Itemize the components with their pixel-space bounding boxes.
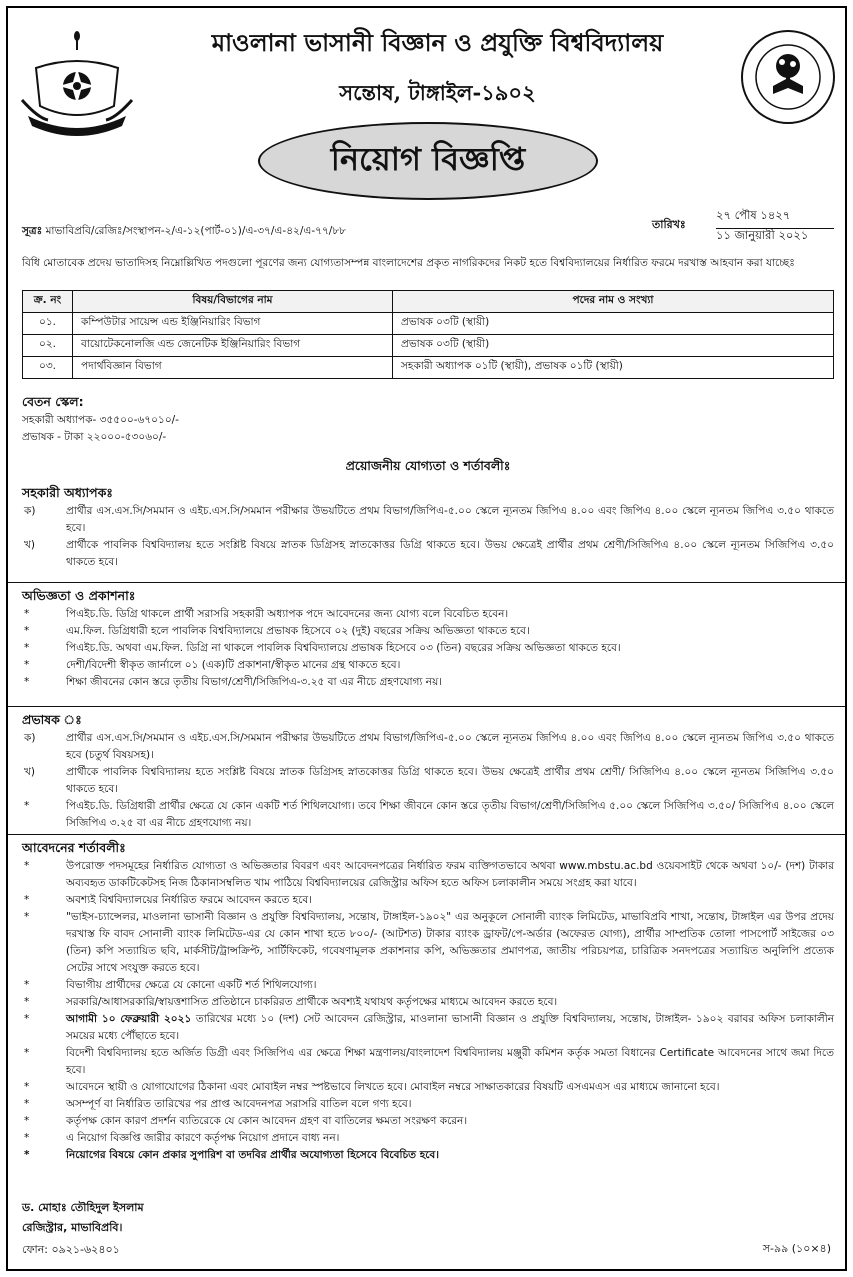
university-name: মাওলানা ভাসানী বিজ্ঞান ও প্রযুক্তি বিশ্ববিদ্যালয় [211,28,664,57]
table-header-row [23,291,834,313]
list-item [22,1045,834,1079]
signatory-name: ড. মোহাঃ তৌহিদুল ইসলাম [22,1201,144,1214]
list-item [22,1096,834,1113]
date-label: তারিখঃ [652,218,686,231]
list-item [22,674,834,691]
item-marker: * [24,625,30,637]
row-post: প্রভাষক ০৩টি (স্থায়ী) [393,335,834,357]
pay-scale-section [22,392,834,446]
posts-table [22,290,834,379]
item-marker: * [24,860,30,872]
list-item [22,606,834,623]
item-marker: * [24,1013,30,1025]
row-post: প্রভাষক ০৩টি (স্থায়ী) [393,313,834,335]
date-bangla: ২৭ পৌষ ১৪২৭ [716,207,834,229]
table-row [23,357,834,379]
list-item [22,798,834,832]
list-item [22,640,834,657]
item-text: পিএইচ.ডি. অথবা এম.ফিল. ডিগ্রি না থাকলে পাবলিক বিশ্ববিদ্যালয়ে প্রভাষক হিসেবে ০৩ (তিন) বছরের সক্রিয় অভিজ্ঞতা থাকতে হবে। [66,642,621,654]
university-address: সন্তোষ, টাঙ্গাইল-১৯০২ [339,80,536,105]
list-item [22,994,834,1011]
item-text: "ভাইস-চ্যান্সেলর, মাওলানা ভাসানী বিজ্ঞান ও প্রযুক্তি বিশ্ববিদ্যালয়, সন্তোষ, টাঙ্গাইল-১৯০২" এর অনুকূলে সোনালী ব্যাংক লিমিটেড, মাভাবিপ্রবি শাখা, সন্তোষ, টাঙ্গাইল এর উপর প্রদেয় দরখাস্ত ফি বাবদ সোনালী ব্যাংক লিমিটেড-এর যে কোন শাখা হতে ৮০০/- (আটশত) টাকার ব্যাংক ড্রাফট/পে-অর্ডার (অফেরত যোগ্য), প্রার্থীর সাম্প্রতিক তোলা পাসপোর্ট সাইজের ০৩ (তিন) কপি সত্যায়িত ছবি, মার্কসীট/ট্রান্সক্রিপ্ট, সার্টিফিকেট, গবেষণামূলক প্রকাশনার কপি, অভিজ্ঞতার প্রমাণপত্র, জাতীয় পরিচয়পত্র, চারিত্রিক সনদপত্রের সত্যায়িত অনুলিপি প্রত্যেক সেটের সাথে সংযুক্ত করতে হবে। [66,911,834,974]
item-text: আবেদনে স্থায়ী ও যোগাযোগের ঠিকানা এবং মোবাইল নম্বর স্পষ্টভাবে লিখতে হবে। মোবাইল নম্বরে সাক্ষাতকারের বিষয়টি এসএমএস এর মাধ্যমে জানানো হবে। [66,1081,720,1093]
item-marker: * [24,911,30,923]
row-serial: ০১. [23,313,73,335]
item-text: পিএইচ.ডি. ডিগ্রি থাকলে প্রার্থী সরাসরি সহকারী অধ্যাপক পদে আবেদনের জন্য যোগ্য বলে বিবেচিত হবেন। [66,608,509,620]
pay-scale-heading: বেতন স্কেল: [22,394,84,409]
signatory-phone: ফোন: ০৯২১-৬২৪০১ [22,1243,120,1256]
item-marker: * [24,1047,30,1059]
item-marker: * [24,676,30,688]
item-text: কর্তৃপক্ষ কোন কারণ প্রদর্শন ব্যতিরেকে যে কোন আবেদন গ্রহণ বা বাতিলের ক্ষমতা সংরক্ষণ করেন। [66,1115,468,1127]
list-item [22,909,834,977]
item-marker: * [24,894,30,906]
list-item [22,892,834,909]
reference-number: মাভাবিপ্রবি/রেজিঃ/সংস্থাপন-২/এ-১২(পার্ট-০১)/এ-৩৭/এ-৪২/এ-৭৭/৮৮ [45,225,346,237]
col-post: পদের নাম ও সংখ্যা [393,291,834,313]
reference-label: সূত্রঃ [22,225,43,237]
item-marker: খ) [24,766,35,778]
intro-paragraph: বিধি মোতাবেক প্রদেয় ভাতাদিসহ নিম্নোল্লিখিত পদগুলো পূরণের জন্য যোগ্যতাসম্পন্ন বাংলাদেশের প্রকৃত নাগরিকদের নিকট হতে বিশ্ববিদ্যালয়ের নির্ধারিত ফরমে দরখাস্ত আহবান করা যাচ্ছেঃ [22,257,795,269]
row-post: সহকারী অধ্যাপক ০১টি (স্থায়ী), প্রভাষক ০১টি (স্থায়ী) [393,357,834,379]
item-marker: * [24,979,30,991]
list-item [22,503,834,537]
item-text: প্রার্থীকে পাবলিক বিশ্ববিদ্যালয় হতে সংশ্লিষ্ট বিষয়ে স্নাতক ডিগ্রিসহ স্নাতকোত্তর ডিগ্রি থাকতে হবে। উভয় ক্ষেত্রেই প্রার্থীর প্রথম শ্রেণী/ সিজিপিএ ৪.০০ স্কেলে ন্যূনতম সিজিপিএ ৩.৫০ থাকতে হবে। [66,766,834,795]
row-serial: ০৩. [23,357,73,379]
section-heading: অভিজ্ঞতা ও প্রকাশনাঃ [22,588,136,603]
item-marker: * [24,659,30,671]
list-item [22,730,834,764]
table-row [23,335,834,357]
item-text: এ নিয়োগ বিজ্ঞপ্তি জারীর কারণে কর্তৃপক্ষ নিয়োগ প্রদানে বাধ্য নন। [66,1132,340,1144]
list-item [22,764,834,798]
item-text: দেশী/বিদেশী স্বীকৃত জার্নালে ০১ (এক)টি প্রকাশনা/স্বীকৃত মানের গ্রন্থ থাকতে হবে। [66,659,401,671]
university-logo [18,28,136,140]
item-text: অবশ্যই বিশ্ববিদ্যালয়ের নির্ধারিত ফরমে আবেদন করতে হবে। [66,894,312,906]
row-department: বায়োটেকনোলজি এন্ড জেনেটিক ইঞ্জিনিয়ারিং বিভাগ [73,335,393,357]
experience-section [22,586,834,691]
divider [8,582,845,583]
list-item [22,1079,834,1096]
item-marker: * [24,1081,30,1093]
item-text: তারিখের মধ্যে ১০ (দশ) সেট আবেদন রেজিস্ট্রার, মাওলানা ভাসানী বিজ্ঞান ও প্রযুক্তি বিশ্ববিদ্যালয়, সন্তোষ, টাঙ্গাইল- ১৯০২ বরাবর অফিস চলাকালীন সময়ের মধ্যে পৌঁছাতে হবে। [66,1013,835,1042]
section-heading: প্রভাষক ঃ [22,712,82,727]
list-item [22,858,834,892]
item-marker: * [24,1149,30,1161]
item-marker: * [24,642,30,654]
government-seal [735,28,841,126]
assistant-professor-section [22,483,834,571]
item-text: নিয়োগের বিষয়ে কোন প্রকার সুপারিশ বা তদবির প্রার্থীর অযোগ্যতা হিসেবে বিবেচিত হবে। [66,1149,440,1161]
pay-scale-line: প্রভাষক - টাকা ২২০০০-৫৩০৬০/- [22,431,167,443]
item-text: অসম্পূর্ণ বা নির্ধারিত তারিখের পর প্রাপ্ত আবেদনপত্র সরাসরি বাতিল বলে গণ্য হবে। [66,1098,412,1110]
notice-code: স-৯৯ (১০×৪) [762,1242,831,1255]
pay-scale-line: সহকারী অধ্যাপক- ৩৫৫০০-৬৭০১০/- [22,414,179,426]
list-item [22,537,834,571]
item-text: এম.ফিল. ডিগ্রিধারী হলে পাবলিক বিশ্ববিদ্যালয়ে প্রভাষক হিসেবে ০২ (দুই) বছরের সক্রিয় অভিজ্ঞতা থাকতে হবে। [66,625,530,637]
signatory-designation: রেজিস্ট্রার, মাভাবিপ্রবি। [22,1221,123,1234]
section-heading: আবেদনের শর্তাবলীঃ [22,840,126,855]
list-item [22,977,834,994]
item-marker: * [24,1098,30,1110]
requirements-heading: প্রয়োজনীয় যোগ্যতা ও শর্তাবলীঃ [345,458,511,473]
item-text: বিভাগীয় প্রার্থীদের ক্ষেত্রে যে কোনো একটি শর্ত শিথিলযোগ্য। [66,979,317,991]
item-marker: * [24,608,30,620]
list-item [22,1113,834,1130]
item-marker: * [24,800,30,812]
divider [8,834,845,835]
notice-title-banner [258,122,598,200]
item-text: প্রার্থীর এস.এস.সি/সমমান ও এইচ.এস.সি/সমমান পরীক্ষার উভয়টিতে প্রথম বিভাগ/জিপিএ-৫.০০ স্কেলে ন্যূনতম জিপিএ ৪.০০ এবং জিপিএ ৪.০০ স্কেলে ন্যূনতম জিপিএ ৩.৫০ থাকতে হবে। [66,505,834,534]
list-item [22,623,834,640]
item-text: বিদেশী বিশ্ববিদ্যালয় হতে অর্জিত ডিগ্রী এবং সিজিপিএ এর ক্ষেত্রে শিক্ষা মন্ত্রণালয়/বাংলাদেশ বিশ্ববিদ্যালয় মঞ্জুরী কমিশন কর্তৃক সমতা বিধানের Certificate আবেদনের সাথে জমা দিতে হবে। [66,1047,834,1076]
item-text: সরকারি/আধাসরকারি/স্বায়ত্তশাসিত প্রতিষ্ঠানে চাকরিরত প্রার্থীকে অবশ্যই যথাযথ কর্তৃপক্ষের মাধ্যমে আবেদন করতে হবে। [66,996,558,1008]
col-serial: ক্র. নং [23,291,73,313]
reference-line [22,224,346,241]
item-marker: * [24,1115,30,1127]
item-marker: খ) [24,539,35,551]
item-text: উপরোক্ত পদসমূহের নির্ধারিত যোগ্যতা ও অভিজ্ঞতার বিবরণ এবং আবেদনপত্রের নির্ধারিত ফরম ব্যক্তিগতভাবে অথবা www.mbstu.ac.bd ওয়েবসাইট থেকে অথবা ১০/- (দশ) টাকার অব্যবহৃত ডাকটিকেটসহ নিজ ঠিকানাসম্বলিত খাম পাঠিয়ে বিশ্ববিদ্যালয়ের রেজিস্ট্রার অফিস হতে অফিস চলাকালীন সময়ে সংগ্রহ করা যাবে। [66,860,834,889]
table-row [23,313,834,335]
row-department: পদার্থবিজ্ঞান বিভাগ [73,357,393,379]
col-department: বিষয়/বিভাগের নাম [73,291,393,313]
item-marker: ক) [24,505,36,517]
item-text: প্রার্থীকে পাবলিক বিশ্ববিদ্যালয় হতে সংশ্লিষ্ট বিষয়ে স্নাতক ডিগ্রিসহ স্নাতকোত্তর ডিগ্রি থাকতে হবে। উভয় ক্ষেত্রেই প্রার্থীর প্রথম শ্রেণী/সিজিপিএ ৪.০০ স্কেলে ন্যূনতম সিজিপিএ ৩.৫০ থাকতে হবে। [66,539,834,568]
lecturer-section [22,710,834,832]
divider [8,706,845,707]
item-text: প্রার্থীর এস.এস.সি/সমমান ও এইচ.এস.সি/সমমান পরীক্ষার উভয়টিতে প্রথম বিভাগ/জিপিএ-৫.০০ স্কেলে ন্যূনতম জিপিএ ৪.০০ এবং জিপিএ ৪.০০ স্কেলে ন্যূনতম জিপিএ ৩.৫০ থাকতে হবে (চতুর্থ বিষয়সহ)। [66,732,834,761]
section-heading: সহকারী অধ্যাপকঃ [22,485,113,500]
list-item [22,1147,834,1164]
deadline-text: আগামী ১০ ফেব্রুয়ারী ২০২১ [66,1013,192,1025]
list-item [22,1011,834,1045]
item-marker: * [24,1132,30,1144]
date-english: ১১ জানুয়ারী ২০২১ [716,228,809,242]
application-terms-section [22,838,834,1164]
item-text: শিক্ষা জীবনের কোন স্তরে তৃতীয় বিভাগ/শ্রেণী/সিজিপিএ-৩.২৫ বা এর নীচে গ্রহণযোগ্য নয়। [66,676,443,688]
row-serial: ০২. [23,335,73,357]
list-item [22,1130,834,1147]
notice-title: নিয়োগ বিজ্ঞপ্তি [330,140,526,178]
row-department: কম্পিউটার সায়েন্স এন্ড ইঞ্জিনিয়ারিং বিভাগ [73,313,393,335]
list-item [22,657,834,674]
item-marker: * [24,996,30,1008]
item-marker: ক) [24,732,36,744]
item-text: পিএইচ.ডি. ডিগ্রিধারী প্রার্থীর ক্ষেত্রে যে কোন একটি শর্ত শিথিলযোগ্য। তবে শিক্ষা জীবনে কোন স্তরে তৃতীয় বিভাগ/শ্রেণী/সিজিপিএ ৫.০০ স্কেলে সিজিপিএ ৩.৫০/ সিজিপিএ ৪.০০ স্কেলে সিজিপিএ ৩.২৫ বা এর নীচে গ্রহণযোগ্য নয়। [66,800,834,829]
